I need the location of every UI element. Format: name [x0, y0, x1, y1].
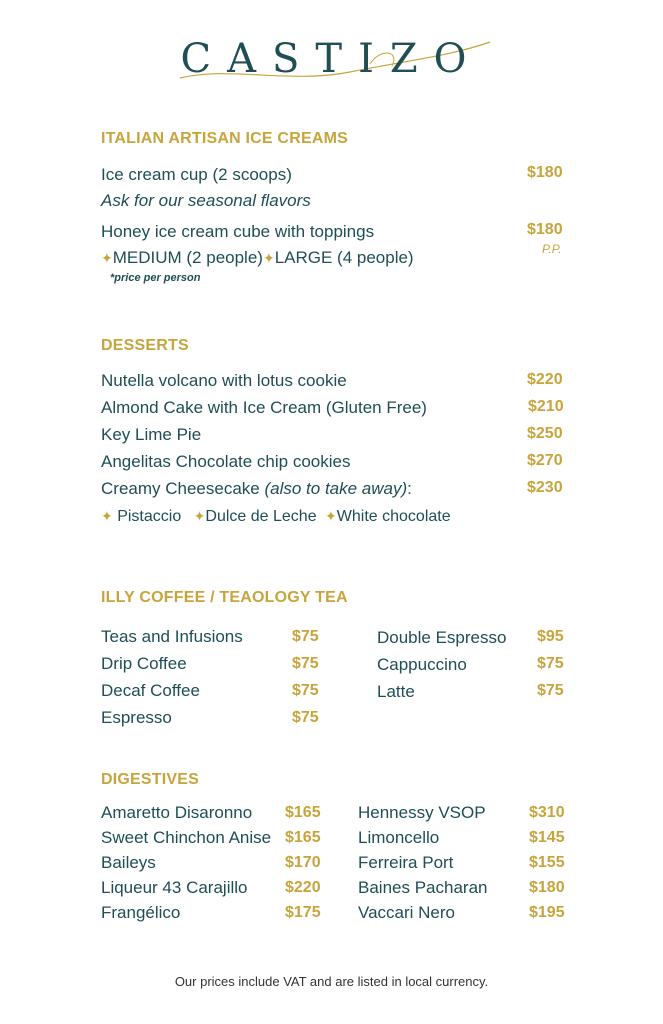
menu-item-label: Cappuccino — [377, 655, 467, 674]
menu-item-price: $230 — [527, 479, 563, 496]
menu-item-price: $75 — [537, 655, 564, 672]
per-person-label: P.P. — [542, 242, 562, 256]
menu-item-label — [101, 479, 412, 499]
star-icon: ✦ — [193, 508, 206, 524]
star-icon: ✦ — [101, 250, 113, 266]
take-away-note: (also to take away) — [264, 479, 408, 498]
price-per-person-note: *price per person — [110, 272, 201, 284]
star-icon: ✦ — [262, 250, 275, 266]
menu-item-label: Key Lime Pie — [101, 425, 202, 444]
flavor-pistaccio: Pistaccio — [117, 508, 182, 525]
menu-item-price: $170 — [285, 854, 321, 871]
menu-item-price: $180 — [527, 221, 563, 238]
footer-note: Our prices include VAT and are listed in local currency. — [174, 974, 489, 989]
menu-item-label: Angelitas Chocolate chip cookies — [101, 452, 351, 471]
menu-item-label: Ferreira Port — [358, 853, 454, 872]
section-title-coffee: ILLY COFFEE / TEAOLOGY TEA — [101, 589, 348, 606]
menu-item-label: Almond Cake with Ice Cream (Gluten Free) — [101, 398, 427, 417]
menu-item-price: $250 — [527, 425, 563, 442]
star-icon: ✦ — [325, 508, 337, 524]
menu-item-price: $210 — [528, 398, 564, 415]
menu-item-price: $180 — [527, 164, 563, 181]
menu-item-label: Teas and Infusions — [101, 627, 243, 646]
section-title-icecreams: ITALIAN ARTISAN ICE CREAMS — [101, 130, 348, 147]
menu-item-price: $220 — [285, 879, 321, 896]
menu-item-price: $75 — [292, 682, 319, 699]
menu-item-label: Espresso — [101, 708, 172, 727]
section-title-digestives: DIGESTIVES — [101, 771, 200, 788]
menu-item-price: $145 — [529, 829, 565, 846]
menu-item-price: $165 — [285, 804, 321, 821]
menu-item-label: Baines Pacharan — [358, 878, 488, 897]
section-title-desserts: DESSERTS — [101, 337, 189, 354]
menu-item-price: $180 — [529, 879, 565, 896]
menu-item-label: Vaccari Nero — [358, 903, 455, 922]
menu-item-price: $155 — [529, 854, 565, 871]
menu-item-label: Honey ice cream cube with toppings — [101, 222, 375, 241]
menu-item-label: Sweet Chinchon Anise — [101, 828, 272, 847]
menu-item-label: Amaretto Disaronno — [101, 803, 253, 822]
menu-item-label: Double Espresso — [377, 628, 507, 647]
menu-item-price: $270 — [527, 452, 563, 469]
menu-item-label: Decaf Coffee — [101, 681, 200, 700]
menu-item-price: $95 — [537, 628, 564, 645]
star-icon: ✦ — [101, 508, 113, 524]
menu-item-price: $220 — [527, 371, 563, 388]
menu-item-label: Frangélico — [101, 903, 181, 922]
seasonal-flavors-note: Ask for our seasonal flavors — [101, 191, 311, 210]
menu-item-price: $75 — [292, 628, 319, 645]
flavor-white-chocolate: White chocolate — [336, 508, 451, 525]
menu-item-price: $75 — [292, 709, 319, 726]
menu-item-label: Nutella volcano with lotus cookie — [101, 371, 347, 390]
menu-item-label: Drip Coffee — [101, 654, 187, 673]
menu-item-price: $75 — [537, 682, 564, 699]
menu-item-label: Liqueur 43 Carajillo — [101, 878, 248, 897]
menu-item-price: $175 — [285, 904, 321, 921]
menu-item-price: $165 — [285, 829, 321, 846]
size-option-large: LARGE (4 people) — [274, 248, 414, 267]
menu-item-label: Latte — [377, 682, 415, 701]
cheesecake-colon: : — [407, 479, 412, 498]
size-option-medium: MEDIUM (2 people) — [112, 248, 263, 267]
size-options — [101, 248, 414, 268]
menu-item-label: Baileys — [101, 853, 156, 872]
brand-logo: CASTIZO — [180, 36, 483, 82]
menu-item-label: Limoncello — [358, 828, 440, 847]
menu-item-price: $310 — [529, 804, 565, 821]
menu-item-label: Ice cream cup (2 scoops) — [101, 165, 292, 184]
menu-item-label: Hennessy VSOP — [358, 803, 486, 822]
cheesecake-label: Creamy Cheesecake — [101, 479, 265, 498]
menu-item-price: $75 — [292, 655, 319, 672]
cheesecake-flavors — [101, 508, 451, 526]
flavor-dulce-de-leche: Dulce de Leche — [205, 508, 317, 525]
menu-item-price: $195 — [529, 904, 565, 921]
